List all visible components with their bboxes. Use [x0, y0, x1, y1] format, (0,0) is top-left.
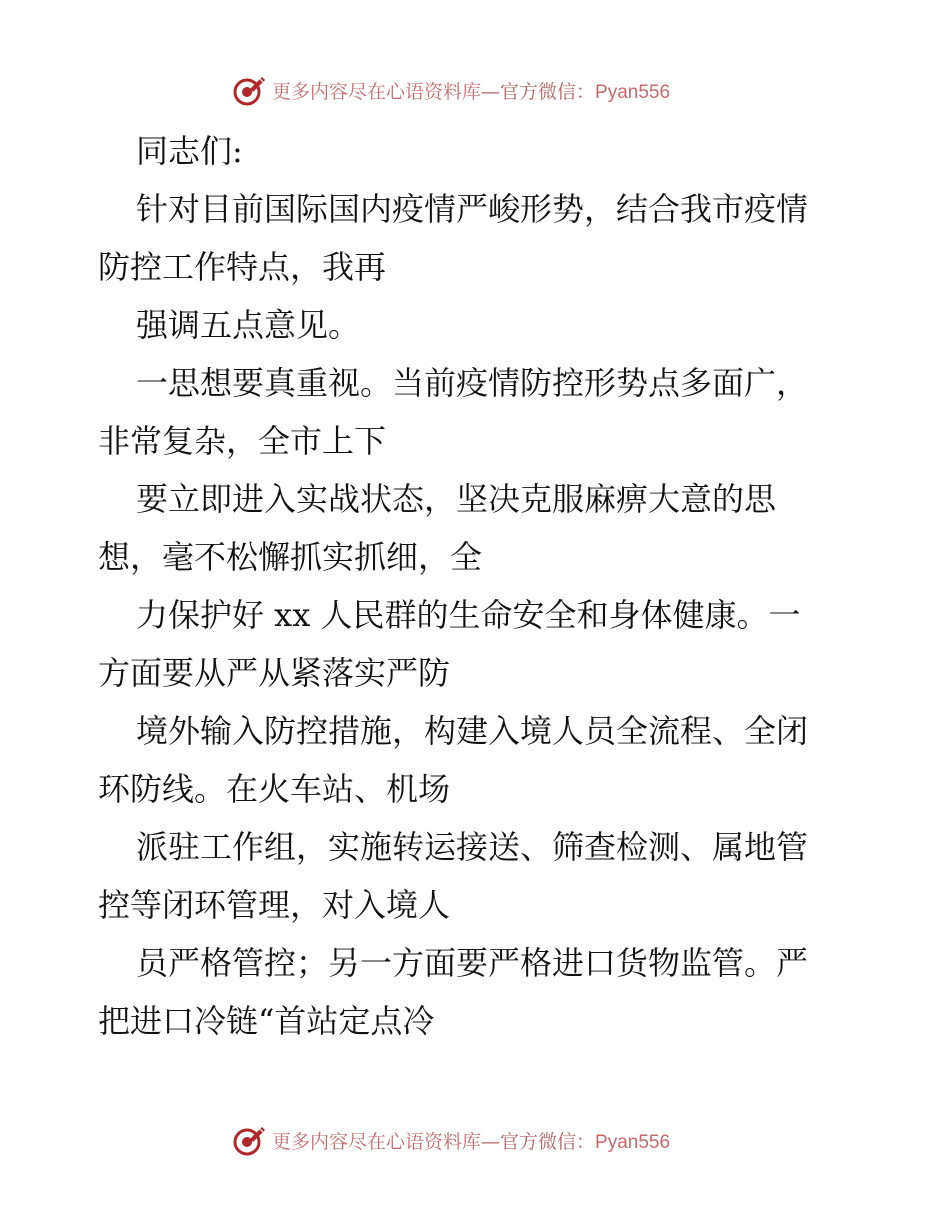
banner-wechat-label: 官方微信： — [500, 1130, 596, 1153]
paragraph-line: 把进口冷链“首站定点冷 — [98, 1002, 435, 1040]
paragraph-line: 境外输入防控措施，构建入境人员全流程、全闭 — [136, 712, 809, 750]
pen-nib-logo-icon — [232, 1123, 266, 1157]
banner-separator: — — [481, 80, 501, 103]
header-banner — [232, 72, 712, 108]
banner-wechat-id: Pyan556 — [595, 1131, 671, 1153]
paragraph-line: 一思想要真重视。当前疫情防控形势点多面广， — [136, 364, 809, 402]
footer-banner — [232, 1122, 712, 1158]
paragraph-line: 方面要从严从紧落实严防 — [98, 654, 451, 692]
paragraph-line: 非常复杂，全市上下 — [98, 422, 387, 460]
banner-wechat-label: 官方微信： — [500, 80, 596, 103]
paragraph-line: 要立即进入实战状态，坚决克服麻痹大意的思 — [136, 480, 777, 518]
paragraph-line: 员严格管控；另一方面要严格进口货物监管。严 — [136, 944, 809, 982]
banner-wechat-id: Pyan556 — [595, 81, 671, 103]
banner-main-text: 更多内容尽在心语资料库 — [272, 80, 482, 103]
paragraph-line: 防控工作特点，我再 — [98, 248, 387, 286]
banner-separator: — — [481, 1130, 501, 1153]
paragraph-line: 想，毫不松懈抓实抓细，全 — [98, 538, 483, 576]
paragraph-line: 同志们: — [136, 132, 243, 170]
banner-main-text: 更多内容尽在心语资料库 — [272, 1130, 482, 1153]
header-banner-text — [272, 77, 670, 104]
paragraph-line: 派驻工作组，实施转运接送、筛查检测、属地管 — [136, 828, 809, 866]
pen-nib-logo-icon — [232, 73, 266, 107]
paragraph-line: 控等闭环管理，对入境人 — [98, 886, 451, 924]
paragraph-line: 环防线。在火车站、机场 — [98, 770, 451, 808]
paragraph-line: 针对目前国际国内疫情严峻形势，结合我市疫情 — [136, 190, 809, 228]
paragraph-line: 强调五点意见。 — [136, 306, 361, 344]
document-body — [98, 122, 858, 1050]
paragraph-line: 力保护好 xx 人民群的生命安全和身体健康。一 — [136, 596, 801, 634]
footer-banner-text — [272, 1127, 670, 1154]
